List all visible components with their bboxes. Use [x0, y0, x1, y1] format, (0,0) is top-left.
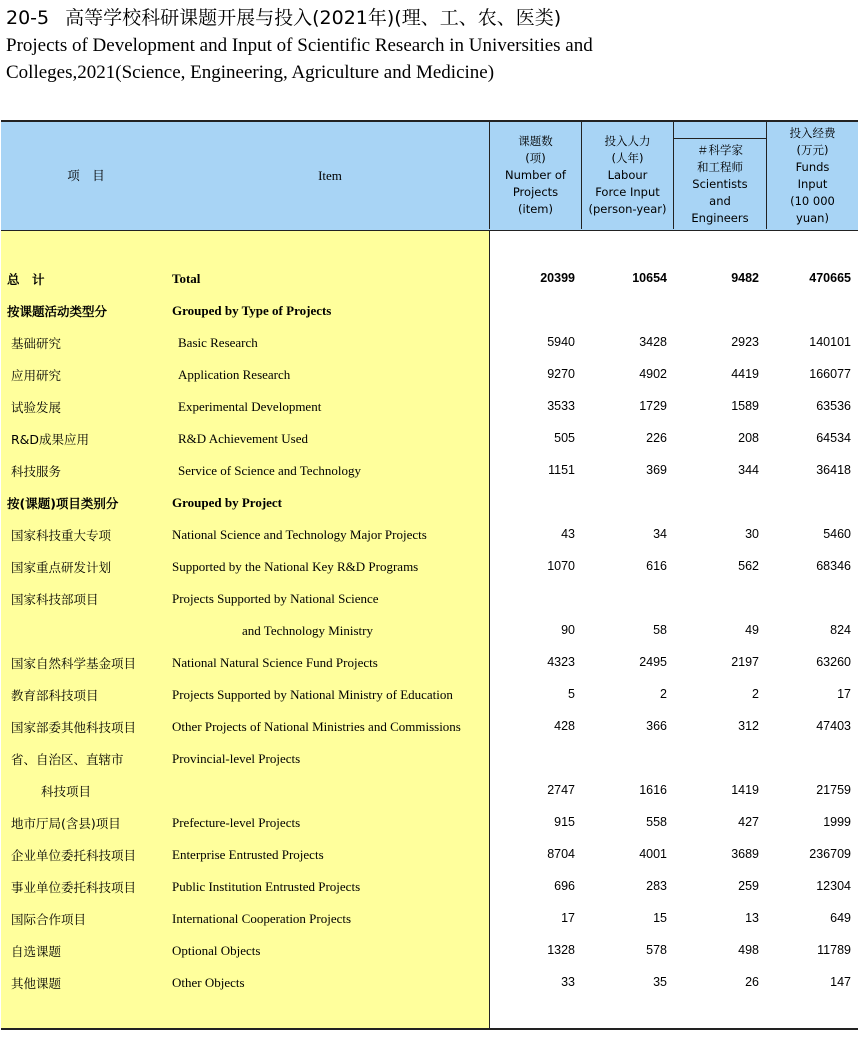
cell-labour: 58 [653, 623, 667, 637]
cell-labour: 578 [646, 943, 667, 957]
table-row [1, 423, 858, 455]
cell-funds: 166077 [809, 367, 851, 381]
cell-scientists: 344 [738, 463, 759, 477]
cell-labour: 226 [646, 431, 667, 445]
cell-funds: 824 [830, 623, 851, 637]
cell-projects: 696 [554, 879, 575, 893]
row-label-cn: 国际合作项目 [11, 912, 87, 927]
cell-funds: 1999 [823, 815, 851, 829]
title-en-line2: Colleges,2021(Science, Engineering, Agriculture and Medicine) [6, 62, 495, 83]
cell-funds: 147 [830, 975, 851, 989]
cell-funds: 17 [837, 687, 851, 701]
row-label-cn: 地市厅局(含县)项目 [11, 816, 121, 831]
data-table [1, 120, 858, 1030]
table-row [1, 967, 858, 999]
cell-funds: 68346 [816, 559, 851, 573]
row-label-en: International Cooperation Projects [172, 911, 352, 926]
cell-scientists: 2 [752, 687, 759, 701]
cell-labour: 369 [646, 463, 667, 477]
table-row [1, 743, 858, 775]
row-label-cn: 试验发展 [11, 400, 62, 415]
row-label-cn: 按(课题)项目类别分 [7, 496, 119, 511]
cell-labour: 558 [646, 815, 667, 829]
table-row [1, 455, 858, 487]
table-row [1, 839, 858, 871]
cell-projects: 90 [561, 623, 575, 637]
cell-projects: 43 [561, 527, 575, 541]
table-row [1, 295, 858, 327]
row-label-en: Basic Research [178, 335, 258, 350]
row-label-en: R&D Achievement Used [178, 431, 308, 446]
header-col-scientists: ＃科学家 和工程师 Scientists and Engineers [691, 142, 749, 225]
row-label-cn: 企业单位委托科技项目 [11, 848, 137, 863]
row-label-en: Prefecture-level Projects [172, 815, 301, 830]
cell-funds: 11789 [817, 943, 851, 957]
row-label-cn: 基础研究 [11, 336, 62, 351]
table-row [1, 807, 858, 839]
cell-labour: 283 [646, 879, 667, 893]
table-row [1, 263, 858, 295]
table-row [1, 551, 858, 583]
header-col-projects: 课题数 (项) Number of Projects (item) [505, 134, 566, 216]
row-label-en: Experimental Development [178, 399, 322, 414]
cell-projects: 1070 [547, 559, 575, 573]
header-item-en: Item [318, 168, 342, 183]
cell-scientists: 208 [738, 431, 759, 445]
row-label-cn: 国家部委其他科技项目 [11, 720, 137, 735]
cell-labour: 15 [653, 911, 667, 925]
cell-labour: 2495 [639, 655, 667, 669]
cell-scientists: 1419 [731, 783, 759, 797]
row-label-cn: 国家自然科学基金项目 [11, 656, 137, 671]
cell-funds: 47403 [816, 719, 851, 733]
cell-funds: 236709 [809, 847, 851, 861]
cell-funds: 64534 [816, 431, 851, 445]
cell-projects: 505 [554, 431, 575, 445]
row-label-cn: 教育部科技项目 [11, 688, 99, 703]
row-label-cn: 总 计 [7, 272, 45, 287]
cell-scientists: 26 [745, 975, 759, 989]
cell-projects: 5 [568, 687, 575, 701]
cell-projects: 20399 [540, 271, 575, 285]
row-label-cn: R&D成果应用 [11, 432, 90, 447]
row-label-en: National Natural Science Fund Projects [172, 655, 378, 670]
row-label-en: and Technology Ministry [242, 623, 374, 638]
cell-projects: 17 [561, 911, 575, 925]
row-label-en: Projects Supported by National Ministry of Education [172, 687, 453, 702]
cell-labour: 10654 [632, 271, 667, 285]
cell-labour: 4902 [639, 367, 667, 381]
cell-projects: 915 [554, 815, 575, 829]
table-row [1, 487, 858, 519]
cell-scientists: 427 [738, 815, 759, 829]
cell-projects: 5940 [547, 335, 575, 349]
cell-projects: 1151 [548, 463, 575, 477]
header-col-labour: 投入人力 (人年) Labour Force Input (person-year) [588, 134, 667, 216]
cell-projects: 8704 [547, 847, 575, 861]
cell-scientists: 2197 [731, 655, 759, 669]
row-label-en: Enterprise Entrusted Projects [172, 847, 324, 862]
row-label-en: National Science and Technology Major Projects [172, 527, 427, 542]
row-label-cn: 应用研究 [11, 368, 62, 383]
title-en-line1: Projects of Development and Input of Scientific Research in Universities and [6, 35, 593, 56]
row-label-cn: 国家重点研发计划 [11, 560, 112, 575]
table-row [1, 935, 858, 967]
cell-scientists: 9482 [731, 271, 759, 285]
table-row [1, 679, 858, 711]
row-label-cn: 省、自治区、直辖市 [11, 752, 124, 767]
cell-scientists: 13 [745, 911, 759, 925]
row-label-en: Provincial-level Projects [172, 751, 301, 766]
cell-labour: 1616 [639, 783, 667, 797]
cell-projects: 1328 [547, 943, 575, 957]
cell-projects: 2747 [547, 783, 575, 797]
cell-projects: 33 [561, 975, 575, 989]
table-row [1, 359, 858, 391]
cell-funds: 470665 [809, 271, 851, 285]
cell-funds: 21759 [816, 783, 851, 797]
cell-projects: 9270 [547, 367, 575, 381]
cell-funds: 140101 [809, 335, 851, 349]
title-cn-text: 高等学校科研课题开展与投入(2021年)(理、工、农、医类) [65, 7, 562, 29]
header-subline [673, 138, 766, 139]
cell-funds: 5460 [823, 527, 851, 541]
cell-labour: 366 [646, 719, 667, 733]
cell-projects: 428 [554, 719, 575, 733]
row-label-cn: 国家科技重大专项 [11, 528, 112, 543]
cell-funds: 649 [830, 911, 851, 925]
cell-scientists: 30 [745, 527, 759, 541]
cell-projects: 3533 [547, 399, 575, 413]
title-cn [6, 4, 856, 32]
table-row [1, 327, 858, 359]
row-label-en: Other Projects of National Ministries and Commissions [172, 719, 461, 734]
table-row [1, 647, 858, 679]
row-label-en: Projects Supported by National Science [172, 591, 379, 606]
table-row [1, 711, 858, 743]
cell-scientists: 1589 [731, 399, 759, 413]
table-row [1, 583, 858, 615]
cell-scientists: 562 [738, 559, 759, 573]
cell-scientists: 259 [738, 879, 759, 893]
row-label-en: Application Research [178, 367, 291, 382]
cell-labour: 3428 [639, 335, 667, 349]
table-row [1, 903, 858, 935]
cell-scientists: 498 [738, 943, 759, 957]
row-label-en: Grouped by Project [172, 495, 283, 510]
table-number: 20-5 [6, 7, 50, 29]
cell-scientists: 49 [745, 623, 759, 637]
table-row [1, 615, 858, 647]
cell-labour: 2 [660, 687, 667, 701]
row-label-cn: 科技项目 [41, 784, 92, 799]
cell-labour: 1729 [639, 399, 667, 413]
row-label-en: Optional Objects [172, 943, 261, 958]
row-label-cn: 事业单位委托科技项目 [11, 880, 137, 895]
header-col-funds: 投入经费 (万元) Funds Input (10 000 yuan) [789, 125, 836, 225]
row-label-cn: 其他课题 [11, 976, 62, 991]
table-row [1, 775, 858, 807]
cell-labour: 4001 [639, 847, 667, 861]
row-label-en: Grouped by Type of Projects [172, 303, 332, 318]
cell-scientists: 312 [738, 719, 759, 733]
row-label-en: Public Institution Entrusted Projects [172, 879, 361, 894]
header-item-cn: 项 目 [67, 168, 105, 183]
table-header [1, 122, 858, 231]
title-block [6, 4, 856, 86]
table-body [1, 231, 858, 1028]
row-label-en: Service of Science and Technology [178, 463, 361, 478]
row-label-en: Supported by the National Key R&D Programs [172, 559, 419, 574]
cell-funds: 63260 [816, 655, 851, 669]
row-label-cn: 科技服务 [11, 464, 62, 479]
row-label-cn: 按课题活动类型分 [7, 304, 108, 319]
cell-scientists: 3689 [731, 847, 759, 861]
cell-scientists: 2923 [731, 335, 759, 349]
cell-funds: 36418 [816, 463, 851, 477]
row-label-cn: 自选课题 [11, 944, 62, 959]
cell-labour: 34 [653, 527, 667, 541]
cell-projects: 4323 [547, 655, 575, 669]
table-row [1, 519, 858, 551]
row-label-cn: 国家科技部项目 [11, 592, 99, 607]
row-label-en: Other Objects [172, 975, 245, 990]
table-row [1, 391, 858, 423]
row-label-en: Total [172, 271, 201, 286]
cell-labour: 35 [653, 975, 667, 989]
cell-labour: 616 [646, 559, 667, 573]
table-row [1, 871, 858, 903]
cell-funds: 12304 [816, 879, 851, 893]
cell-scientists: 4419 [731, 367, 759, 381]
cell-funds: 63536 [816, 399, 851, 413]
